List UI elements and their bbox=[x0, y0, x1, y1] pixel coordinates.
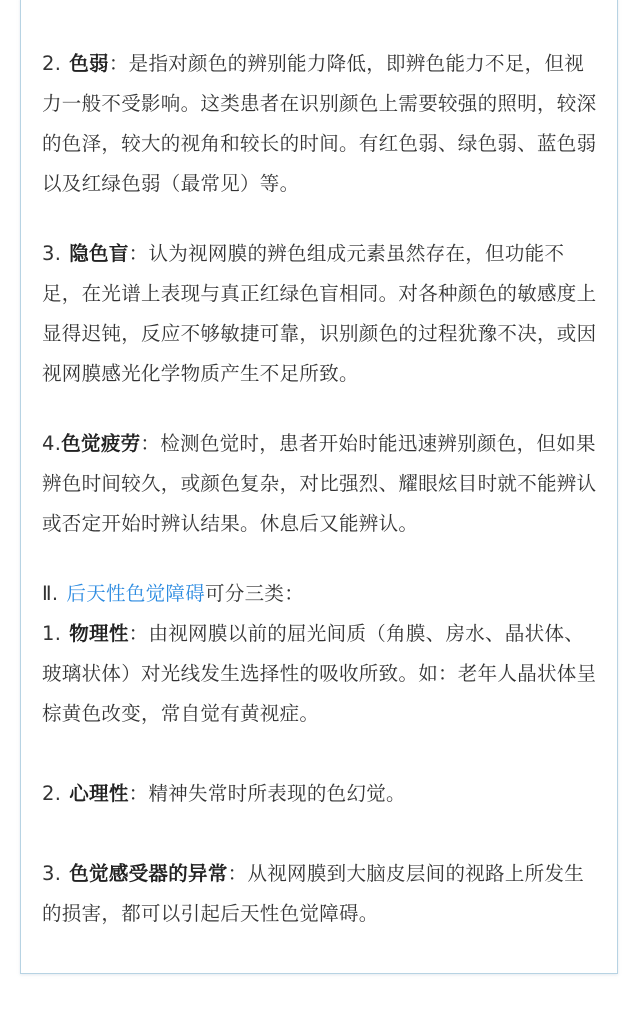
item-colon: ： bbox=[108, 52, 129, 75]
section-heading-acquired bbox=[42, 574, 598, 614]
section-heading-rest: 可分三类： bbox=[205, 582, 305, 605]
item-term: 隐色盲 bbox=[69, 242, 129, 265]
item-body: 从视网膜到大脑皮层间的视路上所发生的损害，都可以引起后天性色觉障碍。 bbox=[42, 862, 585, 925]
acquired-color-disorder-link[interactable]: 后天性色觉障碍 bbox=[66, 582, 206, 605]
item-colon: ： bbox=[227, 862, 248, 885]
item-term: 色觉感受器的异常 bbox=[69, 862, 228, 885]
item-colon: ： bbox=[128, 242, 149, 265]
item-latent-color-blindness bbox=[42, 234, 598, 394]
item-receptor-abnormality bbox=[42, 854, 598, 934]
item-color-fatigue bbox=[42, 424, 598, 544]
item-colon: ： bbox=[128, 622, 149, 645]
item-number: 2. bbox=[42, 52, 62, 75]
section-number: Ⅱ. bbox=[42, 582, 59, 605]
article-card bbox=[20, 0, 618, 974]
item-number: 3. bbox=[42, 242, 62, 265]
item-number: 2. bbox=[42, 782, 62, 805]
item-body: 是指对颜色的辨别能力降低，即辨色能力不足，但视力一般不受影响。这类患者在识别颜色上需要较强的照明，较深的色泽，较大的视角和较长的时间。有红色弱、绿色弱、蓝色弱以及红绿色弱（最常见）等。 bbox=[42, 52, 597, 195]
item-psychological bbox=[42, 774, 598, 814]
item-physical bbox=[42, 614, 598, 734]
item-number: 1. bbox=[42, 622, 62, 645]
item-term: 物理性 bbox=[69, 622, 129, 645]
item-colon: ： bbox=[140, 432, 161, 455]
item-number: 4. bbox=[42, 432, 62, 455]
item-number: 3. bbox=[42, 862, 62, 885]
item-term: 心理性 bbox=[69, 782, 129, 805]
item-body: 认为视网膜的辨色组成元素虽然存在，但功能不足，在光谱上表现与真正红绿色盲相同。对各种颜色的敏感度上显得迟钝，反应不够敏捷可靠，识别颜色的过程犹豫不决，或因视网膜感光化学物质产生不足所致。 bbox=[42, 242, 597, 385]
item-color-weakness bbox=[42, 44, 598, 204]
item-term: 色弱 bbox=[69, 52, 109, 75]
item-body: 精神失常时所表现的色幻觉。 bbox=[148, 782, 406, 805]
item-body: 检测色觉时，患者开始时能迅速辨别颜色，但如果辨色时间较久，或颜色复杂，对比强烈、耀眼炫目时就不能辨认或否定开始时辨认结果。休息后又能辨认。 bbox=[42, 432, 597, 535]
item-term: 色觉疲劳 bbox=[61, 432, 141, 455]
item-body: 由视网膜以前的屈光间质（角膜、房水、晶状体、玻璃状体）对光线发生选择性的吸收所致。如：老年人晶状体呈棕黄色改变，常自觉有黄视症。 bbox=[42, 622, 597, 725]
item-colon: ： bbox=[128, 782, 149, 805]
